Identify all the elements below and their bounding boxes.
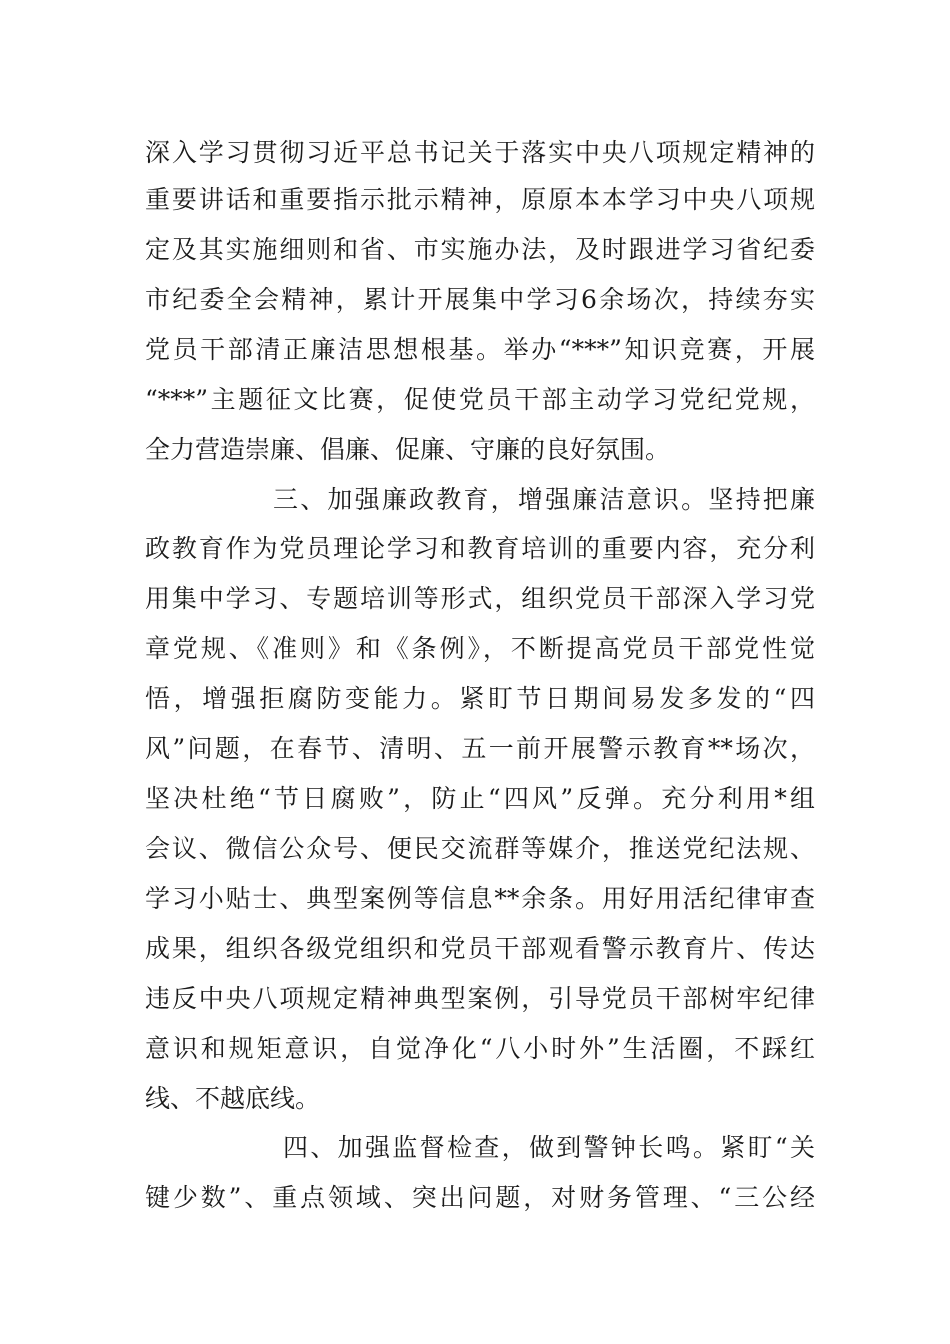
text-line: 线、不越底线。 (145, 1084, 321, 1113)
text-line: 学习小贴士、典型案例等信息**余条。用好用活纪律审查 (145, 884, 815, 913)
text-line: 深入学习贯彻习近平总书记关于落实中央八项规定精神的 (145, 138, 815, 167)
text-line: 重要讲话和重要指示批示精神，原原本本学习中央八项规 (145, 185, 815, 214)
text-line: 风”问题，在春节、清明、五一前开展警示教育**场次， (145, 734, 815, 763)
text-line: 悟，增强拒腐防变能力。紧盯节日期间易发多发的“四 (145, 684, 815, 713)
text-line: 成果，组织各级党组织和党员干部观看警示教育片、传达 (145, 934, 815, 963)
text-line: 坚决杜绝“节日腐败”，防止“四风”反弹。充分利用*组 (145, 784, 815, 813)
text-line: 违反中央八项规定精神典型案例，引导党员干部树牢纪律 (145, 984, 815, 1013)
text-line: 章党规、《准则》和《条例》，不断提高党员干部党性觉 (145, 634, 815, 663)
text-line: 党员干部清正廉洁思想根基。举办“***”知识竞赛，开展 (145, 335, 815, 364)
section-heading-four: 四、加强监督检查，做到警钟长鸣。紧盯“关 (283, 1133, 815, 1162)
section-heading-three: 三、加强廉政教育，增强廉洁意识。坚持把廉 (273, 485, 815, 514)
text-line: 市纪委全会精神，累计开展集中学习6余场次，持续夯实 (145, 285, 815, 314)
text-line: “***”主题征文比赛，促使党员干部主动学习党纪党规， (145, 385, 815, 414)
text-line: 意识和规矩意识，自觉净化“八小时外”生活圈，不踩红 (145, 1034, 815, 1063)
text-line: 全力营造崇廉、倡廉、促廉、守廉的良好氛围。 (145, 435, 671, 464)
text-line: 政教育作为党员理论学习和教育培训的重要内容，充分利 (145, 534, 815, 563)
text-line: 定及其实施细则和省、市实施办法，及时跟进学习省纪委 (145, 235, 815, 264)
text-line: 用集中学习、专题培训等形式，组织党员干部深入学习党 (145, 584, 815, 613)
text-line: 会议、微信公众号、便民交流群等媒介，推送党纪法规、 (145, 834, 815, 863)
text-line: 键少数”、重点领域、突出问题，对财务管理、“三公经 (145, 1183, 815, 1212)
